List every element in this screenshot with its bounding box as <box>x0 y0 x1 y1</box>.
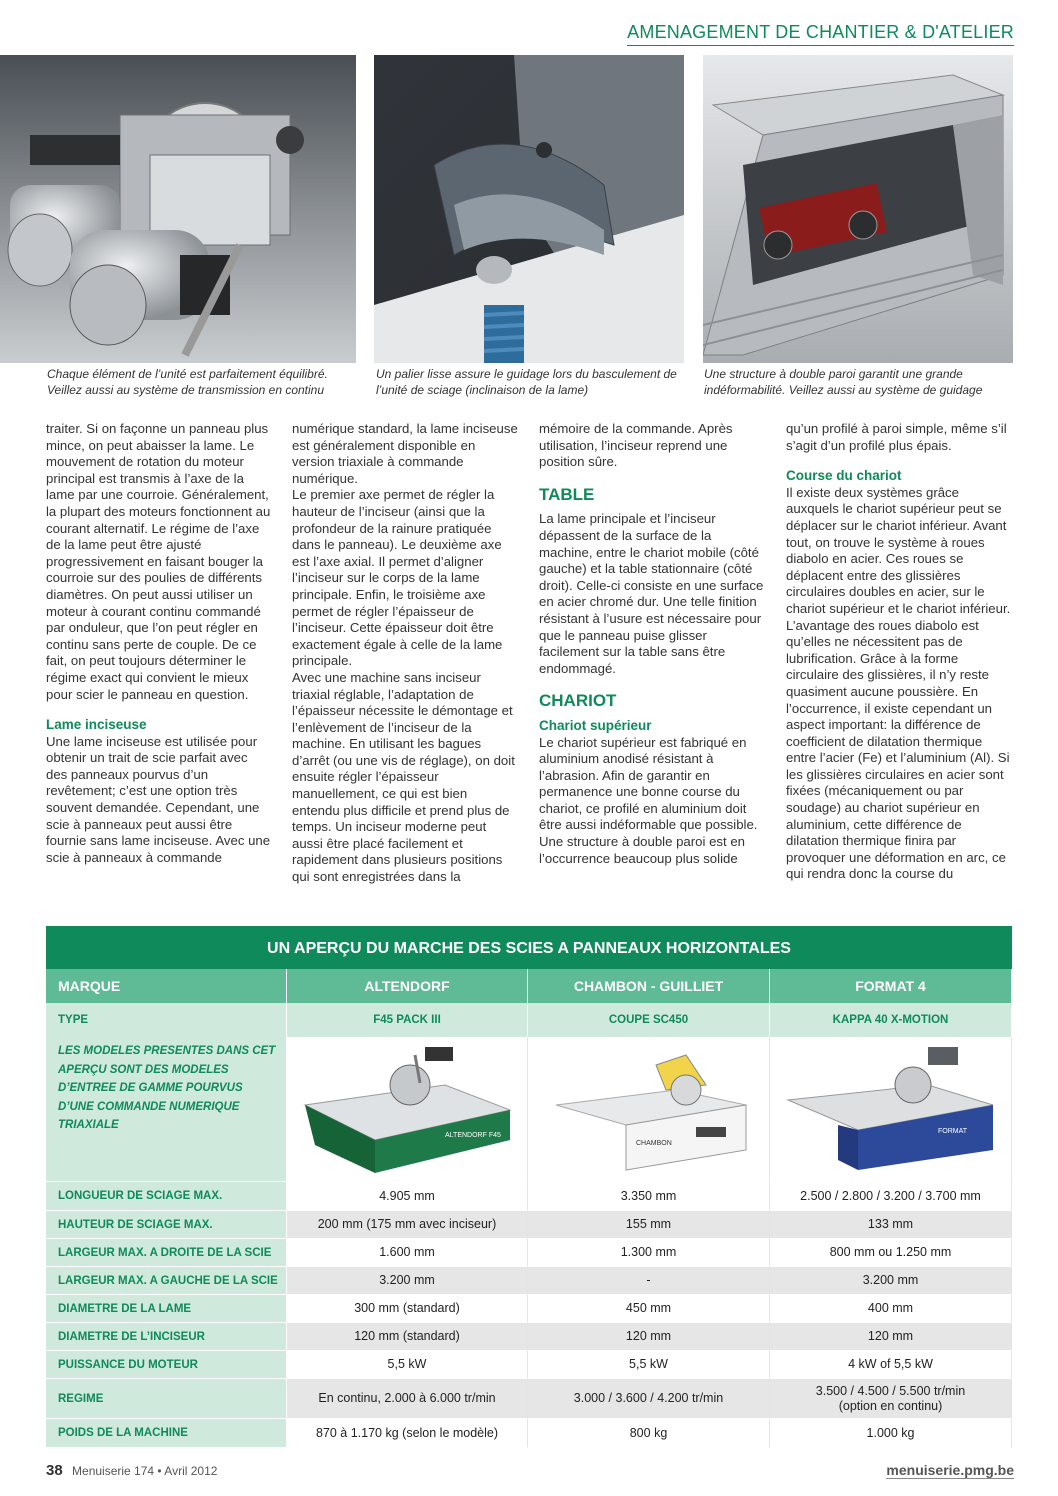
machine-image-chambon <box>528 1037 770 1182</box>
table-row-type <box>46 1003 1012 1037</box>
section-title: AMENAGEMENT DE CHANTIER & D'ATELIER <box>627 22 1014 46</box>
article-column-2 <box>292 421 518 886</box>
table-row <box>46 1239 1012 1267</box>
table-cell: 800 mm ou 1.250 mm <box>770 1239 1012 1267</box>
table-cell: 400 mm <box>770 1295 1012 1323</box>
table-cell: 3.350 mm <box>528 1182 770 1211</box>
table-cell: 120 mm <box>770 1323 1012 1351</box>
type-cell: KAPPA 40 X-MOTION <box>770 1003 1012 1038</box>
heading-table: TABLE <box>539 484 595 504</box>
table-cell: 800 kg <box>528 1419 770 1448</box>
machine-image-altendorf <box>287 1037 528 1182</box>
paragraph: Avec une machine sans inciseur triaxial réglable, l’adaptation de l’épaisseur nécessite le démontage et l’enlèvement de l’inciseur de la machine. En utilisant les bagues d’arrêt (ou une vis de réglage), on doit ensuite régler l’épaisseur manuellement, ce qui est bien entendu plus difficile et prend plus de temps. Un inciseur moderne peut aussi être placé facilement et rapidement dans plusieurs positions qui sont enregistrées dans la <box>292 669 515 885</box>
photo-bearing <box>374 55 684 363</box>
footer-issue-info <box>46 1462 217 1479</box>
type-cell: F45 PACK III <box>287 1003 528 1038</box>
subheading-lame-inciseuse: Lame inciseuse <box>46 717 147 733</box>
issue-label: Menuiserie 174 • Avril 2012 <box>72 1464 218 1478</box>
table-cell: 200 mm (175 mm avec inciseur) <box>287 1211 528 1239</box>
table-cell: 155 mm <box>528 1211 770 1239</box>
comparison-table <box>46 926 1012 1444</box>
table-row <box>46 1419 1012 1448</box>
row-label: TYPE <box>46 1003 287 1038</box>
paragraph: Il existe deux systèmes grâce auxquels le chariot supérieur peut se déplacer sur le chariot inférieur. Avant tout, on trouve le système à roues diabolo en acier. Ces roues se déplacent entre des glissières circulaires doubles en acier, sur le chariot supérieur et le chariot inférieur. L’avantage des roues diabolo est qu’elles ne nécessitent pas de lubrification. Grâce à la forme circulaire des glissières, il n’y reste quasiment aucune poussière. En l’occurrence, il existe cependant un aspect important: la différence de coefficient de dilatation thermique entre l’acier (Fe) et l’aluminium (Al). Si les glissières circulaires en acier sont fixées (mécaniquement ou par soudage) au chariot supérieur en aluminium, cette différence de dilatation thermique finira par provoquer une déformation en arc, ce qui rendra donc la course du <box>786 484 1011 882</box>
table-cell: 3.200 mm <box>770 1267 1012 1295</box>
page-number: 38 <box>46 1462 63 1479</box>
row-label: PUISSANCE DU MOTEUR <box>46 1351 287 1379</box>
header-cell: ALTENDORF <box>287 969 528 1004</box>
table-row <box>46 1295 1012 1323</box>
table-cell: 450 mm <box>528 1295 770 1323</box>
brand-label: FORMAT <box>938 1128 968 1135</box>
row-label: DIAMETRE DE L’INCISEUR <box>46 1323 287 1351</box>
article-column-3 <box>539 421 765 867</box>
table-cell: 870 à 1.170 kg (selon le modèle) <box>287 1419 528 1448</box>
caption-photo-1: Chaque élément de l’unité est parfaitement équilibré. Veillez aussi au système de transmission en continu <box>47 367 328 397</box>
brand-label: CHAMBON <box>636 1140 672 1147</box>
row-label: REGIME <box>46 1379 287 1419</box>
subheading-course-du-chariot: Course du chariot <box>786 468 902 484</box>
table-row <box>46 1182 1012 1211</box>
machine-image-format4 <box>770 1037 1012 1182</box>
table-cell: 1.000 kg <box>770 1419 1012 1448</box>
paragraph: mémoire de la commande. Après utilisation, l’inciseur reprend une position sûre. <box>539 421 733 470</box>
paragraph: Une lame inciseuse est utilisée pour obtenir un trait de scie parfait avec des panneaux pourvus d’un revêtement; c’est une option très souvent demandée. Cependant, une scie à panneaux peut aussi être fournie sans lame inciseuse. Avec une scie à panneaux à commande <box>46 733 271 865</box>
table-cell: 2.500 / 2.800 / 3.200 / 3.700 mm <box>770 1182 1012 1211</box>
table-cell: 300 mm (standard) <box>287 1295 528 1323</box>
article-column-1 <box>46 421 272 866</box>
models-note: LES MODELES PRESENTES DANS CET APERÇU SONT DES MODELES D’ENTREE DE GAMME POURVUS D’UNE COMMANDE NUMERIQUE TRIAXIALE <box>46 1037 287 1182</box>
table-cell: 133 mm <box>770 1211 1012 1239</box>
table-row <box>46 1323 1012 1351</box>
row-label: POIDS DE LA MACHINE <box>46 1419 287 1448</box>
header-cell: FORMAT 4 <box>770 969 1012 1004</box>
row-label: HAUTEUR DE SCIAGE MAX. <box>46 1211 287 1239</box>
row-label: LARGEUR MAX. A DROITE DE LA SCIE <box>46 1239 287 1267</box>
header-cell: MARQUE <box>46 969 287 1004</box>
table-header-row <box>46 969 1012 1003</box>
table-row <box>46 1351 1012 1379</box>
table-cell: 1.300 mm <box>528 1239 770 1267</box>
table-cell: 3.200 mm <box>287 1267 528 1295</box>
row-label: DIAMETRE DE LA LAME <box>46 1295 287 1323</box>
row-label: LARGEUR MAX. A GAUCHE DE LA SCIE <box>46 1267 287 1295</box>
paragraph: La lame principale et l’inciseur dépassent de la surface de la machine, entre le chariot mobile (côté gauche) et la table stationnaire (côté droit). Celle-ci consiste en une surface en acier chromé dur. Une telle finition résistant à l’usure est nécessaire pour que le panneau puise glisser facilement sur la table sans être endommagé. <box>539 511 764 676</box>
table-cell: 5,5 kW <box>287 1351 528 1379</box>
paragraph: Le premier axe permet de régler la hauteur de l’inciseur (ainsi que la profondeur de la rainure pratiquée dans le panneau). Le deuxième axe est l’axe axial. Il permet d’aligner l’inciseur sur le corps de la lame principale. Enfin, le troisième axe permet de régler l’épaisseur de l’inciseur. Cette épaisseur doit être exactement égale à celle de la lame principale. <box>292 487 503 669</box>
brand-label: ALTENDORF F45 <box>445 1132 501 1139</box>
type-cell: COUPE SC450 <box>528 1003 770 1038</box>
table-cell: - <box>528 1267 770 1295</box>
paragraph: qu’un profilé à paroi simple, même s’il s’agit d’un profilé plus épais. <box>786 421 1007 453</box>
table-title: UN APERÇU DU MARCHE DES SCIES A PANNEAUX HORIZONTALES <box>46 929 1012 969</box>
photo-saw-unit <box>0 55 356 363</box>
table-cell: 120 mm <box>528 1323 770 1351</box>
website-link[interactable]: menuiserie.pmg.be <box>886 1462 1014 1478</box>
paragraph: traiter. Si on façonne un panneau plus mince, on peut abaisser la lame. Le mouvement de rotation du moteur principal est transmis à l’axe de la lame par une courroie. Généralement, la plupart des moteurs fonctionnent au courant alternatif. Le régime de l’axe de la lame peut être ajusté progressivement en faisant bouger la courroie sur des poulies de différents diamètres. On peut aussi utiliser un moteur à courant continu commandé par onduleur, que l’on peut régler en continu sans perte de couple. De ce fait, on peut toujours déterminer le régime exact qui convient le mieux pour scier le panneau en question. <box>46 421 271 702</box>
photo-double-wall-profile <box>703 55 1013 363</box>
table-cell: 4 kW of 5,5 kW <box>770 1351 1012 1379</box>
table-row <box>46 1379 1012 1419</box>
table-cell: En continu, 2.000 à 6.000 tr/min <box>287 1379 528 1419</box>
caption-photo-3: Une structure à double paroi garantit une grande indéformabilité. Veillez aussi au système de guidage <box>704 367 983 397</box>
table-row <box>46 1211 1012 1239</box>
table-cell: 5,5 kW <box>528 1351 770 1379</box>
paragraph: numérique standard, la lame inciseuse est généralement disponible en version triaxiale à commande numérique. <box>292 421 518 486</box>
article-column-4 <box>786 421 1012 883</box>
header-cell: CHAMBON - GUILLIET <box>528 969 770 1004</box>
table-cell: 1.600 mm <box>287 1239 528 1267</box>
table-row <box>46 1267 1012 1295</box>
table-cell: 4.905 mm <box>287 1182 528 1211</box>
table-cell: 120 mm (standard) <box>287 1323 528 1351</box>
table-row-images <box>46 1037 1012 1182</box>
row-label: LONGUEUR DE SCIAGE MAX. <box>46 1182 287 1211</box>
table-cell: 3.000 / 3.600 / 4.200 tr/min <box>528 1379 770 1419</box>
table-cell: 3.500 / 4.500 / 5.500 tr/min (option en continu) <box>770 1379 1012 1419</box>
caption-photo-2: Un palier lisse assure le guidage lors du basculement de l’unité de sciage (inclinaison de la lame) <box>376 367 677 397</box>
heading-chariot: CHARIOT <box>539 691 617 711</box>
paragraph: Le chariot supérieur est fabriqué en aluminium anodisé résistant à l’abrasion. Afin de garantir en permanence une bonne course du chariot, ce profilé en aluminium doit être aussi indéformable que possible. Une structure à double paroi est en l’occurrence beaucoup plus solide <box>539 734 758 866</box>
subheading-chariot-superieur: Chariot supérieur <box>539 717 652 733</box>
